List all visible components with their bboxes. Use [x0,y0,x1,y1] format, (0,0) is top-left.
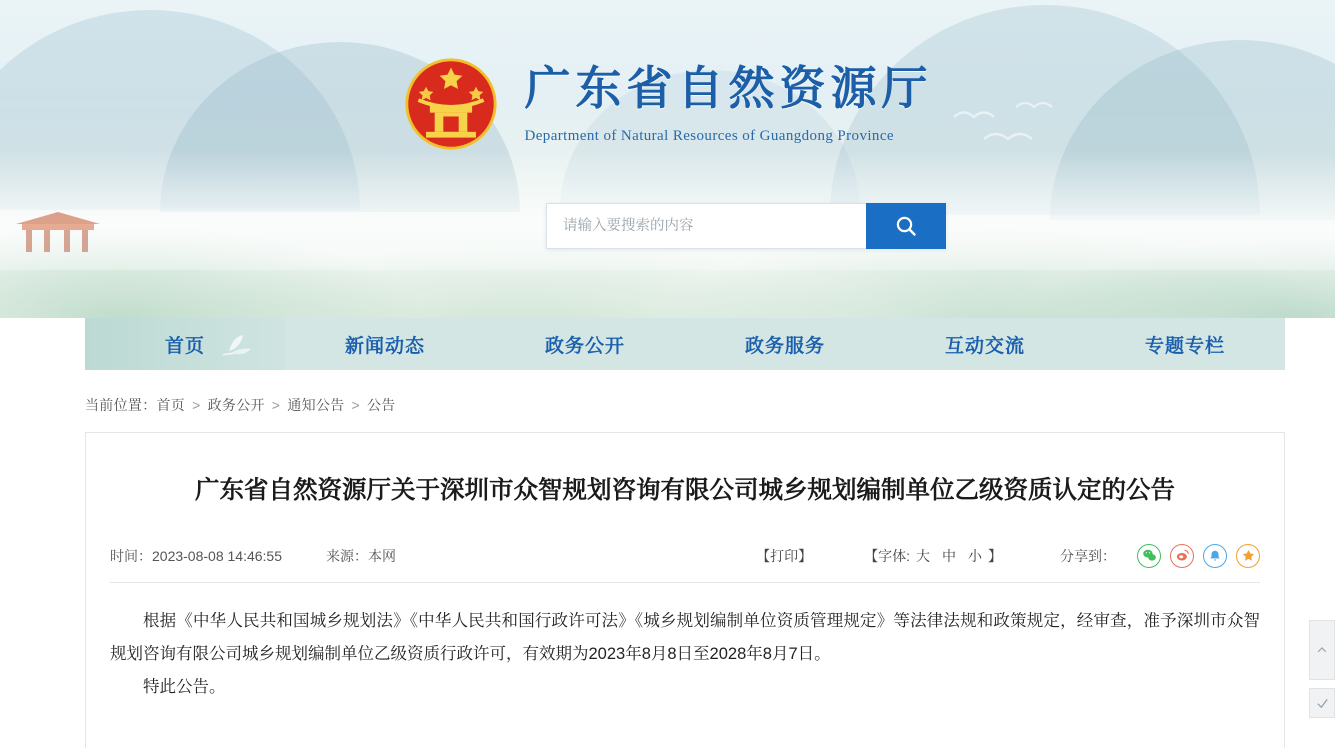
site-subtitle: Department of Natural Resources of Guangdong Province [524,127,894,144]
breadcrumb-item-gov-open[interactable]: 政务公开 [207,397,265,413]
breadcrumb-separator: > [192,397,201,413]
nav-item-label: 首页 [164,335,205,357]
breadcrumb-separator: > [351,397,360,413]
nav-item-home[interactable] [85,318,285,370]
fontsize-control [864,546,1002,566]
nav-item-topics[interactable] [1085,318,1285,370]
main-nav [85,318,1285,370]
nav-item-interaction[interactable] [885,318,1085,370]
site-title: 广东省自然资源厅 [524,63,933,115]
nav-item-news[interactable] [285,318,485,370]
weibo-icon[interactable] [1170,544,1194,568]
search-bar [546,203,946,249]
search-icon [894,214,918,238]
national-emblem-icon [403,56,499,152]
wechat-icon[interactable] [1137,544,1161,568]
nav-item-label: 政务服务 [744,335,825,357]
breadcrumb-item-announcement[interactable]: 公告 [366,397,396,413]
nav-item-gov-service[interactable] [685,318,885,370]
search-button[interactable] [866,203,946,249]
breadcrumb-separator: > [271,397,281,413]
article-paragraph: 根据《中华人民共和国城乡规划法》《中华人民共和国行政许可法》《城乡规划编制单位资质管理规定》等法律法规和政策规定，经审查，准予深圳市众智规划咨询有限公司城乡规划编制单位乙级资质行政许可，有效期为2023年8月8日至2028年8月7日。 [110,611,1260,663]
share-icon-group [1128,544,1260,568]
site-brand [0,56,1335,152]
nav-item-label: 政务公开 [544,335,625,357]
bell-icon[interactable] [1203,544,1227,568]
article-card [85,432,1285,748]
page-title: 广东省自然资源厅关于深圳市众智规划咨询有限公司城乡规划编制单位乙级资质认定的公告 [195,477,1175,504]
article-time: 时间：2023-08-08 14:46:55 [110,547,282,564]
breadcrumb-item-home[interactable]: 首页 [156,397,186,413]
article-meta [110,544,1260,583]
nav-item-label: 专题专栏 [1144,335,1225,357]
share-label: 分享到： [1060,547,1116,564]
star-icon[interactable] [1236,544,1260,568]
breadcrumb-prefix: 当前位置： [85,397,157,413]
breadcrumb-item-notices[interactable]: 通知公告 [287,397,345,413]
breadcrumb [85,395,396,415]
side-check-widget[interactable] [1309,688,1335,718]
print-button[interactable]: 【打印】 [756,547,813,564]
fontsize-medium[interactable]: 中 [942,547,956,564]
flower-decoration-icon [217,331,263,359]
fontsize-prefix: 【字体: [864,547,910,564]
fontsize-small[interactable]: 小 [968,547,982,564]
nav-item-gov-open[interactable] [485,318,685,370]
side-scroll-widget[interactable] [1309,620,1335,680]
pavilion-icon [10,208,106,256]
article-tools [756,544,1260,568]
site-banner [0,0,1335,318]
fontsize-large[interactable]: 大 [916,547,930,564]
chevron-up-icon [1316,644,1328,656]
fontsize-suffix: 】 [988,547,1002,564]
search-input[interactable] [546,203,866,249]
check-icon [1316,697,1329,710]
article-body [110,605,1260,704]
nav-item-label: 新闻动态 [344,335,425,357]
nav-item-label: 互动交流 [944,335,1025,357]
article-source: 来源：本网 [326,547,396,564]
article-paragraph: 特此公告。 [143,677,226,696]
